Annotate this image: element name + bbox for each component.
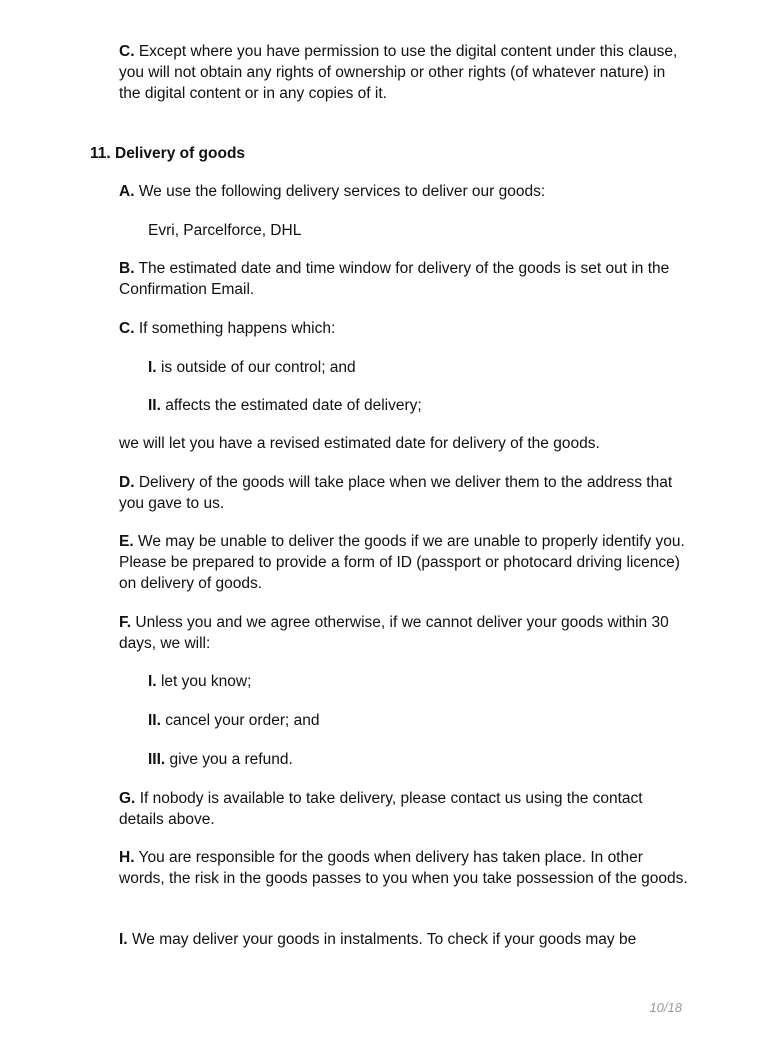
sub-item	[148, 671, 688, 692]
clause-label: E.	[119, 533, 134, 550]
section-heading: 11. Delivery of goods	[90, 145, 246, 162]
sub-item	[148, 710, 688, 731]
delivery-services: Evri, Parcelforce, DHL	[148, 222, 302, 239]
clause-11c-conclusion: we will let you have a revised estimated date for delivery of the goods.	[119, 435, 600, 452]
clause-text: We use the following delivery services to deliver our goods:	[138, 183, 546, 200]
sub-item-text: give you a refund.	[169, 751, 293, 768]
clause-11a	[119, 181, 689, 202]
sub-item-text: affects the estimated date of delivery;	[165, 397, 422, 414]
clause-text: If something happens which:	[138, 320, 336, 337]
clause-text: We may deliver your goods in instalments. To check if your goods may be	[131, 931, 637, 948]
clause-label: D.	[119, 474, 135, 491]
clause-label: C.	[119, 320, 135, 337]
clause-label: F.	[119, 614, 132, 631]
clause-11d	[119, 472, 689, 514]
clause-label: I.	[119, 931, 128, 948]
clause-text: We may be unable to deliver the goods if we are unable to properly identify you. Please be prepared to provide a form of ID (passport or photocard driving licence) on delivery of goods.	[119, 533, 685, 592]
page-number: 10/18	[649, 1000, 682, 1015]
clause-label: A.	[119, 183, 135, 200]
sub-item-label: III.	[148, 751, 166, 768]
clause-label: H.	[119, 849, 135, 866]
clause-11f	[119, 612, 689, 654]
clause-label: G.	[119, 790, 136, 807]
sub-item	[148, 395, 688, 416]
clause-10c	[119, 41, 689, 104]
clause-11h	[119, 847, 689, 889]
clause-text: The estimated date and time window for delivery of the goods is set out in the Confirmation Email.	[119, 260, 670, 298]
sub-item-text: cancel your order; and	[165, 712, 320, 729]
clause-text: If nobody is available to take delivery, please contact us using the contact details above.	[119, 790, 643, 828]
sub-item	[148, 357, 688, 378]
clause-label: C.	[119, 43, 135, 60]
clause-11i	[119, 929, 689, 950]
clause-text: Unless you and we agree otherwise, if we cannot deliver your goods within 30 days, we will:	[119, 614, 669, 652]
clause-text: Delivery of the goods will take place when we deliver them to the address that you gave to us.	[119, 474, 673, 512]
sub-item-label: II.	[148, 397, 161, 414]
clause-11e	[119, 531, 689, 594]
clause-text: You are responsible for the goods when delivery has taken place. In other words, the risk in the goods passes to you when you take possession of the goods.	[119, 849, 688, 887]
clause-11b	[119, 258, 689, 300]
sub-item-text: is outside of our control; and	[160, 359, 356, 376]
sub-item-text: let you know;	[160, 673, 252, 690]
clause-11g	[119, 788, 689, 830]
sub-item	[148, 749, 688, 770]
clause-text: Except where you have permission to use the digital content under this clause, you will not obtain any rights of ownership or other rights (of whatever nature) in the digital content or in any copies of it.	[119, 43, 678, 102]
clause-11c	[119, 318, 689, 339]
clause-label: B.	[119, 260, 135, 277]
sub-item-label: I.	[148, 359, 157, 376]
sub-item-label: I.	[148, 673, 157, 690]
sub-item-label: II.	[148, 712, 161, 729]
